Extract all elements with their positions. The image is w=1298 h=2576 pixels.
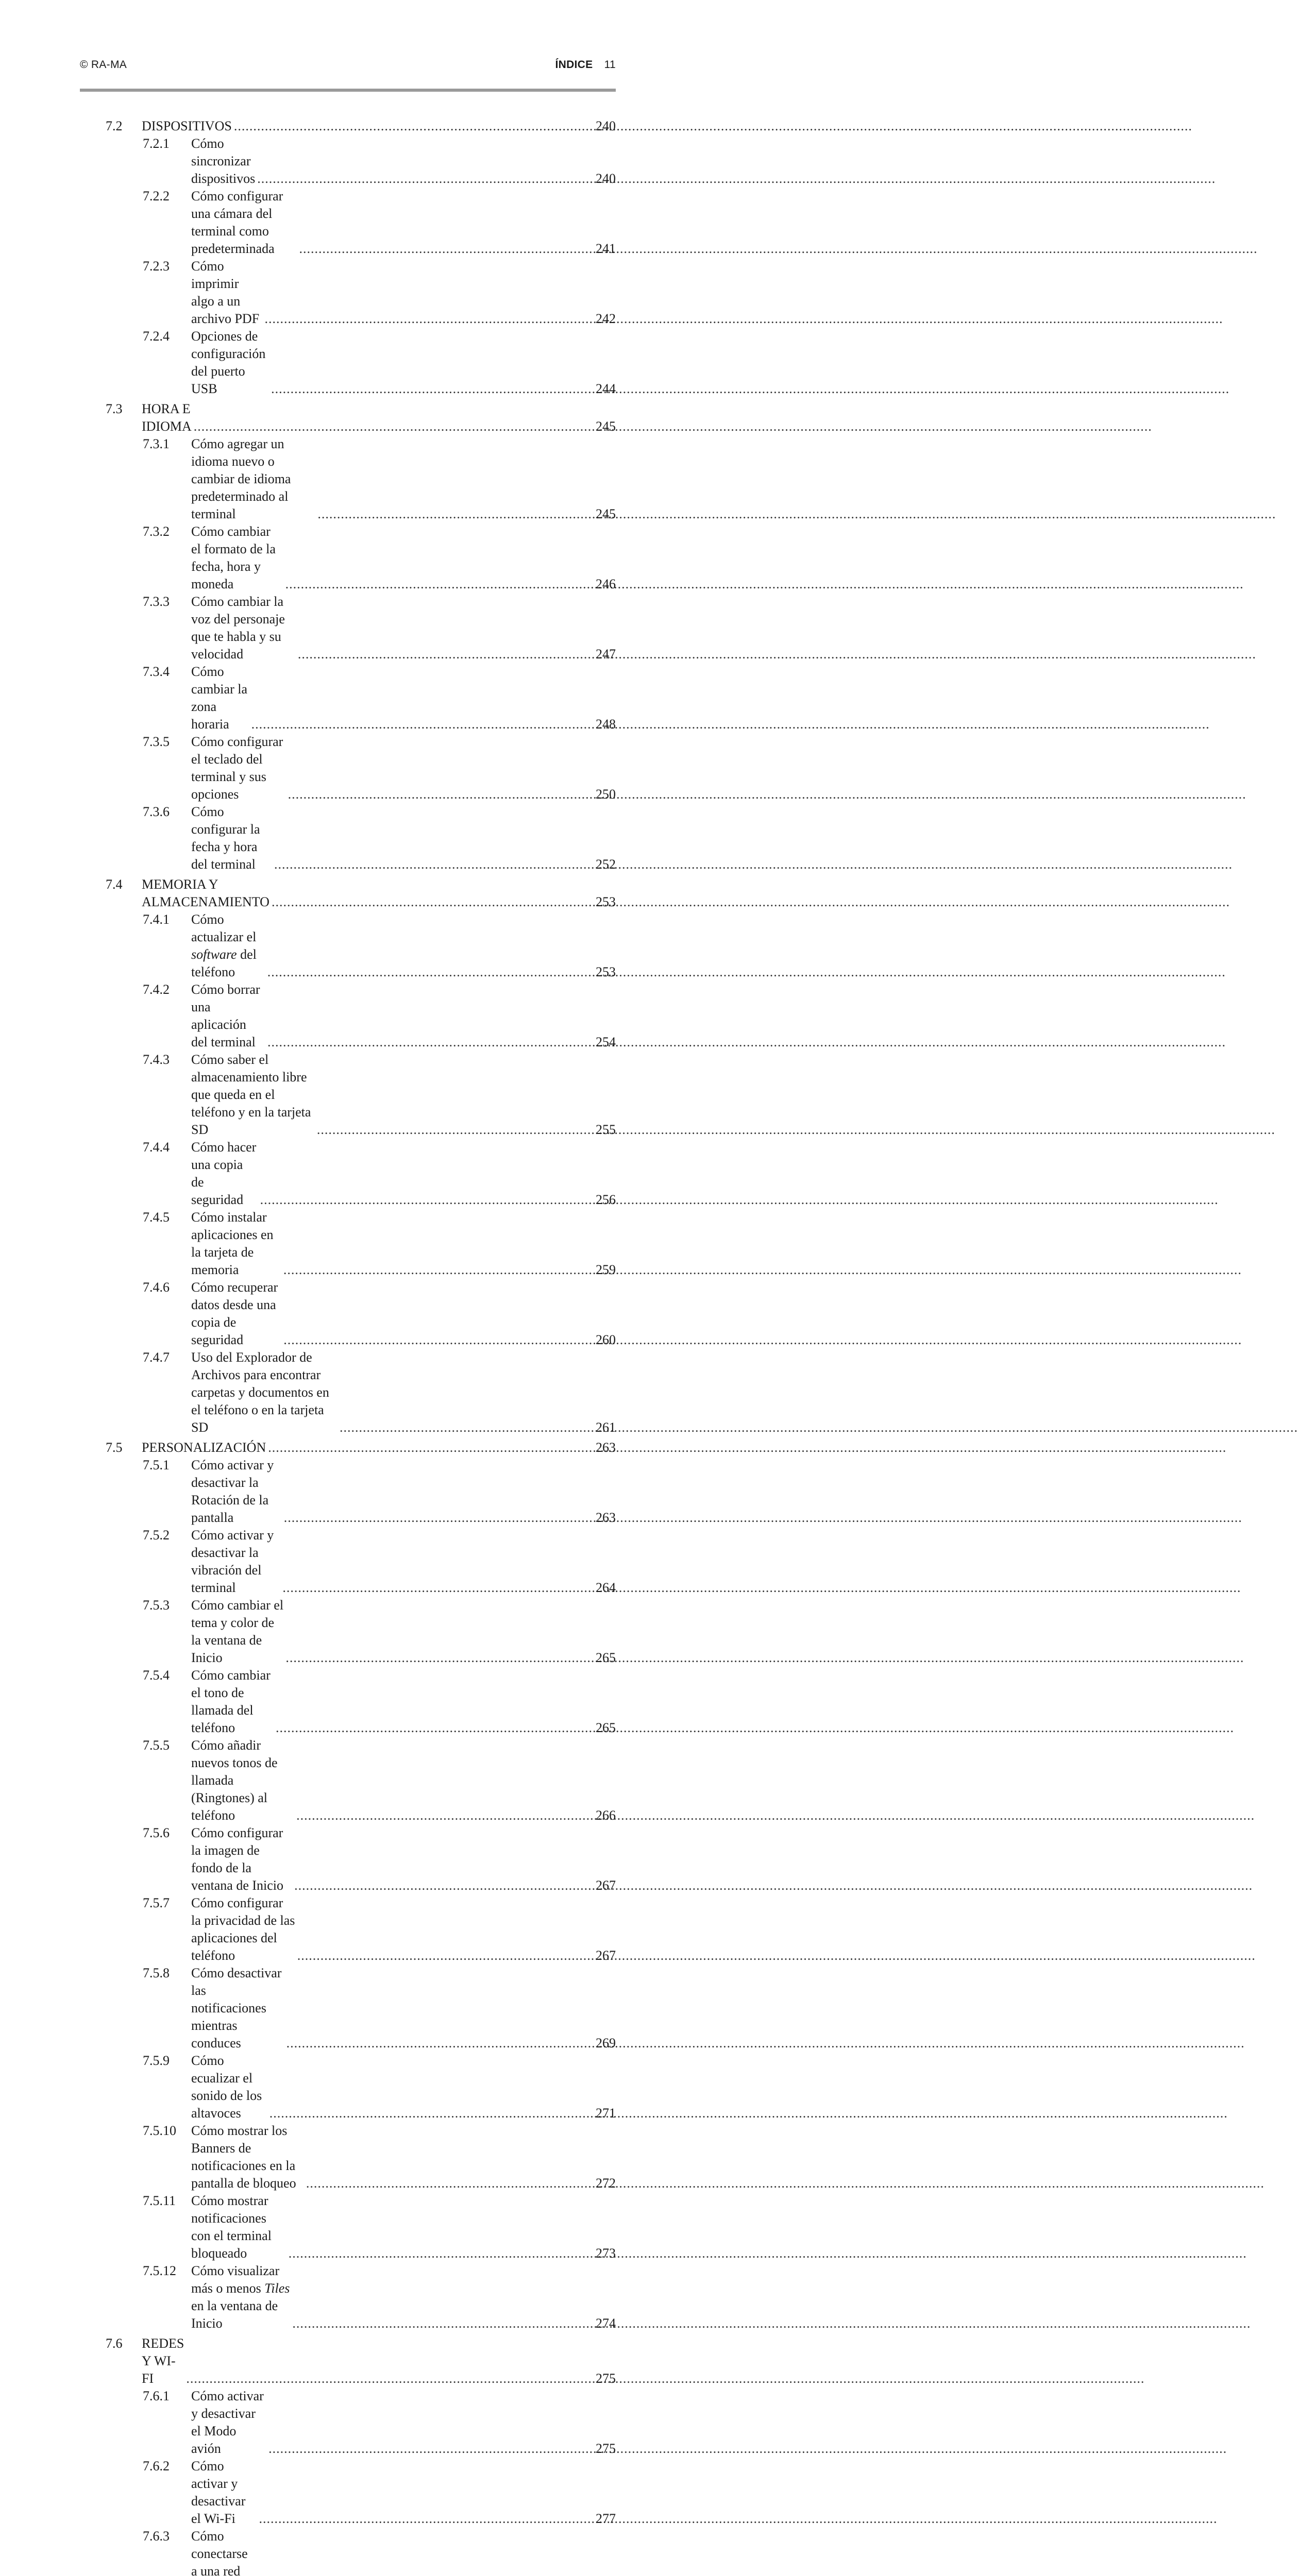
entry-title: REDES Y WI-FI — [142, 2336, 184, 2386]
dot-leader — [268, 2440, 594, 2458]
entry-title: Cómo añadir nuevos tonos de llamada (Ringtones) al teléfono — [191, 1738, 278, 1823]
entry-number: 7.2.1 — [143, 136, 170, 151]
toc-section-entry[interactable] — [106, 876, 616, 911]
header-right — [555, 59, 616, 71]
entry-page-number: 265 — [596, 1720, 616, 1735]
entry-page-number: 274 — [596, 2316, 616, 2331]
dot-leader — [283, 1331, 594, 1349]
entry-title: Cómo cambiar el tono de llamada del teléfono — [191, 1668, 271, 1735]
dot-leader — [297, 1947, 594, 1964]
table-of-contents — [106, 117, 616, 2576]
entry-title: Cómo cambiar la voz del personaje que te habla y su velocidad — [191, 594, 285, 662]
entry-page-number: 267 — [596, 1878, 616, 1893]
entry-title: MEMORIA Y ALMACENAMIENTO — [142, 877, 269, 909]
toc-subsection-entry[interactable] — [106, 1597, 616, 1667]
entry-title: Cómo borrar una aplicación del terminal — [191, 982, 260, 1049]
toc-subsection-entry[interactable] — [106, 1667, 616, 1737]
entry-number: 7.5.10 — [143, 2123, 176, 2138]
toc-subsection-entry[interactable] — [106, 1349, 616, 1436]
entry-page-number: 252 — [596, 857, 616, 872]
entry-number: 7.5.2 — [143, 1528, 170, 1543]
dot-leader — [276, 1719, 594, 1737]
toc-subsection-entry[interactable] — [106, 1051, 616, 1139]
page-number: 11 — [604, 59, 616, 71]
entry-number: 7.4.1 — [143, 912, 170, 927]
running-header — [80, 57, 616, 75]
entry-title: Cómo sincronizar dispositivos — [191, 136, 256, 186]
entry-number: 7.2.2 — [143, 189, 170, 204]
dot-leader — [292, 2315, 594, 2332]
entry-number: 7.5 — [106, 1440, 123, 1455]
entry-title: Cómo activar y desactivar el Modo avión — [191, 2388, 264, 2456]
entry-page-number: 265 — [596, 1650, 616, 1665]
entry-title: Cómo configurar el teclado del terminal y sus opciones — [191, 734, 283, 802]
entry-page-number: 245 — [596, 506, 616, 521]
entry-number: 7.5.11 — [143, 2193, 176, 2208]
toc-subsection-entry[interactable] — [106, 733, 616, 803]
entry-page-number: 263 — [596, 1440, 616, 1455]
entry-page-number: 248 — [596, 717, 616, 732]
entry-page-number: 261 — [596, 1420, 616, 1435]
entry-title: Cómo mostrar notificaciones con el terminal bloqueado — [191, 2193, 272, 2261]
entry-number: 7.6.1 — [143, 2388, 170, 2403]
entry-number: 7.3.2 — [143, 524, 170, 539]
entry-page-number: 277 — [596, 2511, 616, 2526]
entry-title: Cómo agregar un idioma nuevo o cambiar de idioma predeterminado al terminal — [191, 436, 291, 521]
entry-page-number: 240 — [596, 118, 616, 133]
entry-number: 7.4.4 — [143, 1140, 170, 1155]
entry-page-number: 240 — [596, 171, 616, 186]
toc-subsection-entry[interactable] — [106, 593, 616, 663]
entry-title: Cómo recuperar datos desde una copia de seguridad — [191, 1280, 278, 1347]
dot-leader — [251, 716, 594, 733]
entry-number: 7.6 — [106, 2336, 123, 2351]
entry-number: 7.2.3 — [143, 259, 170, 274]
entry-number: 7.5.6 — [143, 1825, 170, 1840]
dot-leader — [282, 1579, 594, 1597]
entry-number: 7.6.3 — [143, 2529, 170, 2544]
entry-title-part: del teléfono — [191, 947, 257, 979]
dot-leader — [186, 2370, 594, 2387]
entry-title: Cómo ecualizar el sonido de los altavoces — [191, 2053, 262, 2121]
entry-page-number: 246 — [596, 577, 616, 591]
entry-number: 7.3.5 — [143, 734, 170, 749]
entry-number: 7.5.5 — [143, 1738, 170, 1753]
toc-subsection-entry[interactable] — [106, 2052, 616, 2122]
entry-title: Cómo instalar aplicaciones en la tarjeta de memoria — [191, 1210, 274, 1277]
entry-page-number: 253 — [596, 964, 616, 979]
toc-subsection-entry[interactable] — [106, 1527, 616, 1597]
entry-page-number: 255 — [596, 1122, 616, 1137]
toc-subsection-entry[interactable] — [106, 981, 616, 1051]
toc-section-entry[interactable] — [106, 2335, 616, 2387]
entry-number: 7.5.9 — [143, 2053, 170, 2068]
toc-subsection-entry[interactable] — [106, 1737, 616, 1824]
entry-title — [191, 911, 265, 981]
toc-subsection-entry[interactable] — [106, 2458, 616, 2528]
entry-page-number: 273 — [596, 2246, 616, 2261]
entry-page-number: 267 — [596, 1948, 616, 1963]
entry-title: Cómo configurar una cámara del terminal como predeterminada — [191, 189, 283, 256]
entry-number: 7.3.6 — [143, 804, 170, 819]
toc-subsection-entry[interactable] — [106, 523, 616, 593]
toc-subsection-entry[interactable] — [106, 1139, 616, 1209]
entry-page-number: 263 — [596, 1510, 616, 1525]
dot-leader — [260, 1191, 594, 1209]
entry-page-number: 271 — [596, 2106, 616, 2121]
entry-number: 7.5.8 — [143, 1965, 170, 1980]
toc-subsection-entry[interactable] — [106, 1279, 616, 1349]
dot-leader — [284, 1509, 594, 1527]
dot-leader — [234, 117, 594, 135]
entry-page-number: 242 — [596, 311, 616, 326]
entry-title: Cómo configurar la imagen de fondo de la ventana de Inicio — [191, 1825, 284, 1893]
dot-leader — [268, 1439, 594, 1456]
entry-page-number: 256 — [596, 1192, 616, 1207]
entry-title: Cómo cambiar la zona horaria — [191, 664, 247, 732]
entry-number: 7.5.3 — [143, 1598, 170, 1613]
toc-subsection-entry[interactable] — [106, 258, 616, 328]
dot-leader — [267, 963, 594, 981]
dot-leader — [269, 2105, 594, 2122]
entry-page-number: 247 — [596, 647, 616, 662]
entry-title: Cómo cambiar el tema y color de la ventana de Inicio — [191, 1598, 284, 1665]
entry-page-number: 241 — [596, 241, 616, 256]
entry-page-number: 259 — [596, 1262, 616, 1277]
dot-leader — [271, 380, 594, 398]
entry-number: 7.3.1 — [143, 436, 170, 451]
entry-number: 7.3 — [106, 401, 123, 416]
entry-number: 7.5.7 — [143, 1895, 170, 1910]
toc-subsection-entry[interactable] — [106, 803, 616, 873]
entry-number: 7.6.2 — [143, 2459, 170, 2473]
toc-subsection-entry[interactable] — [106, 2528, 616, 2576]
dot-leader — [265, 310, 594, 328]
entry-number: 7.4 — [106, 877, 123, 892]
dot-leader — [317, 505, 594, 523]
entry-page-number: 269 — [596, 2036, 616, 2050]
toc-subsection-entry[interactable] — [106, 2122, 616, 2192]
entry-number: 7.4.6 — [143, 1280, 170, 1295]
dot-leader — [317, 1121, 594, 1139]
entry-page-number: 275 — [596, 2441, 616, 2456]
entry-number: 7.4.3 — [143, 1052, 170, 1067]
toc-section-entry[interactable] — [106, 1439, 616, 1456]
entry-title: Cómo activar y desactivar la vibración del terminal — [191, 1528, 274, 1595]
toc-subsection-entry[interactable] — [106, 1456, 616, 1527]
entry-title: HORA E IDIOMA — [142, 401, 192, 434]
entry-number: 7.3.4 — [143, 664, 170, 679]
dot-leader — [289, 2245, 594, 2262]
entry-title: Cómo saber el almacenamiento libre que queda en el teléfono y en la tarjeta SD — [191, 1052, 311, 1137]
dot-leader — [285, 575, 594, 593]
toc-subsection-entry[interactable] — [106, 1894, 616, 1964]
toc-subsection-entry[interactable] — [106, 911, 616, 981]
entry-title-part: Cómo visualizar más o menos — [191, 2263, 280, 2296]
entry-number: 7.5.1 — [143, 1458, 170, 1472]
entry-number: 7.4.2 — [143, 982, 170, 997]
entry-title: DISPOSITIVOS — [142, 118, 232, 133]
entry-title-part: Cómo actualizar el — [191, 912, 257, 944]
toc-subsection-entry[interactable] — [106, 2192, 616, 2262]
entry-title: Cómo configurar la fecha y hora del terminal — [191, 804, 260, 872]
entry-number: 7.2.4 — [143, 329, 170, 344]
dot-leader — [267, 1033, 594, 1051]
entry-title: Cómo imprimir algo a un archivo PDF — [191, 259, 260, 326]
copyright-label: © RA-MA — [80, 59, 127, 71]
entry-title: Uso del Explorador de Archivos para encontrar carpetas y documentos en el teléfono o en la tarjeta SD — [191, 1350, 329, 1435]
entry-page-number: 275 — [596, 2371, 616, 2386]
toc-subsection-entry[interactable] — [106, 135, 616, 188]
toc-subsection-entry[interactable] — [106, 1824, 616, 1894]
entry-title — [191, 2262, 290, 2332]
entry-title: Cómo conectarse a una red — [191, 2529, 248, 2576]
entry-number: 7.3.3 — [143, 594, 170, 609]
toc-section-entry[interactable] — [106, 400, 616, 435]
entry-title-part: en la ventana de Inicio — [191, 2298, 278, 2331]
entry-page-number: 254 — [596, 1035, 616, 1049]
entry-title-emphasis: software — [191, 947, 237, 962]
dot-leader — [194, 418, 594, 435]
entry-title: Cómo activar y desactivar el Wi-Fi — [191, 2459, 246, 2526]
dot-leader — [340, 1419, 594, 1436]
dot-leader — [283, 1261, 594, 1279]
entry-title-emphasis: Tiles — [264, 2281, 290, 2296]
entry-page-number: 253 — [596, 894, 616, 909]
entry-title: PERSONALIZACIÓN — [142, 1440, 266, 1455]
dot-leader — [299, 240, 594, 258]
toc-subsection-entry[interactable] — [106, 435, 616, 523]
toc-subsection-entry[interactable] — [106, 188, 616, 258]
entry-page-number: 244 — [596, 381, 616, 396]
entry-title: Cómo mostrar los Banners de notificaciones en la pantalla de bloqueo — [191, 2123, 296, 2191]
entry-title: Cómo configurar la privacidad de las aplicaciones del teléfono — [191, 1895, 295, 1963]
entry-page-number: 260 — [596, 1332, 616, 1347]
entry-page-number: 266 — [596, 1808, 616, 1823]
entry-page-number: 245 — [596, 419, 616, 434]
entry-title: Cómo desactivar las notificaciones mientras conduces — [191, 1965, 282, 2050]
toc-subsection-entry[interactable] — [106, 1964, 616, 2052]
toc-subsection-entry[interactable] — [106, 2262, 616, 2332]
dot-leader — [288, 786, 594, 803]
dot-leader — [259, 2510, 595, 2528]
dot-leader — [296, 1807, 594, 1824]
toc-subsection-entry[interactable] — [106, 2387, 616, 2458]
entry-number: 7.5.4 — [143, 1668, 170, 1683]
toc-subsection-entry[interactable] — [106, 328, 616, 398]
dot-leader — [272, 893, 594, 911]
dot-leader — [285, 1649, 594, 1667]
entry-title: Cómo hacer una copia de seguridad — [191, 1140, 257, 1207]
toc-subsection-entry[interactable] — [106, 1209, 616, 1279]
toc-section-entry[interactable] — [106, 117, 616, 135]
dot-leader — [306, 2175, 594, 2192]
entry-title: Opciones de configuración del puerto USB — [191, 329, 266, 396]
entry-page-number: 250 — [596, 787, 616, 802]
entry-page-number: 272 — [596, 2176, 616, 2191]
dot-leader — [274, 856, 594, 873]
entry-title: Cómo activar y desactivar la Rotación de la pantalla — [191, 1458, 274, 1525]
dot-leader — [294, 1877, 594, 1894]
entry-number: 7.4.5 — [143, 1210, 170, 1225]
dot-leader — [298, 646, 594, 663]
header-rule — [80, 89, 616, 92]
entry-title: Cómo cambiar el formato de la fecha, hora y moneda — [191, 524, 276, 591]
toc-subsection-entry[interactable] — [106, 663, 616, 733]
entry-number: 7.5.12 — [143, 2263, 176, 2278]
entry-number: 7.4.7 — [143, 1350, 170, 1365]
entry-page-number: 264 — [596, 1580, 616, 1595]
section-title: ÍNDICE — [555, 59, 593, 71]
dot-leader — [257, 170, 594, 188]
dot-leader — [286, 2035, 594, 2052]
entry-number: 7.2 — [106, 118, 123, 133]
